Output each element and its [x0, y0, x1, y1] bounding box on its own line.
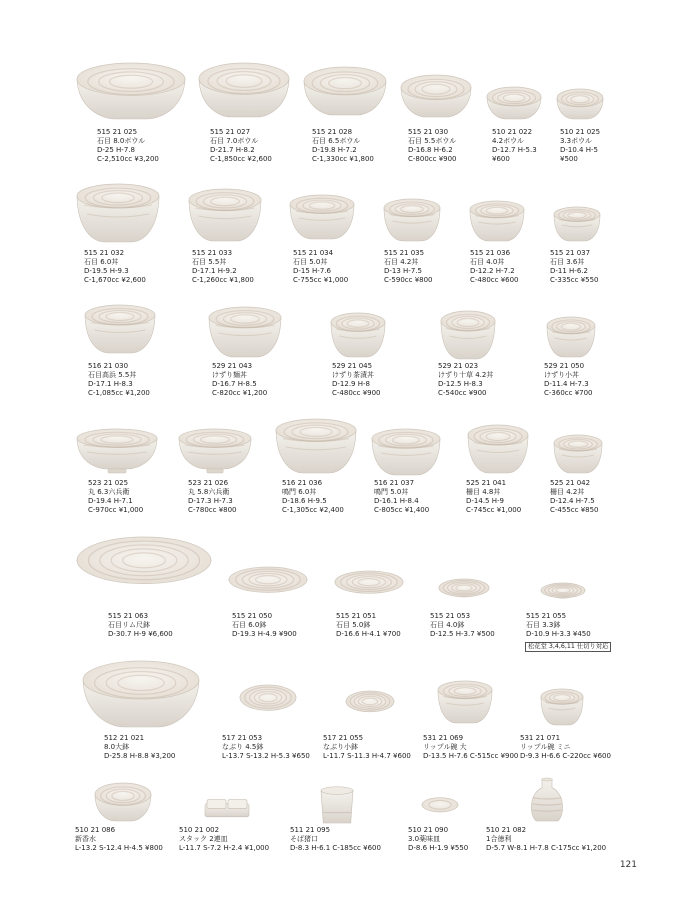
- product-caption: [179, 826, 269, 853]
- product-name: 柵目 4.8丼: [466, 488, 501, 496]
- product-code: 515 21 051: [336, 612, 377, 620]
- product-name: 石目 6.0丼: [84, 258, 119, 266]
- product-code: 516 21 037: [374, 479, 415, 487]
- product-caption: [438, 362, 493, 398]
- product-image: [486, 86, 542, 120]
- product-extra: C-970cc ¥1,000: [88, 506, 144, 514]
- product-dims: D-19.4 H-7.1: [88, 497, 133, 505]
- product-image: [76, 536, 212, 600]
- product-dims: D-8.6 H-1.9 ¥550: [408, 844, 469, 852]
- product-dims: D-25 H-7.8: [97, 146, 135, 154]
- product-extra: C-2,510cc ¥3,200: [97, 155, 159, 163]
- product-name: 石目 3.6丼: [550, 258, 585, 266]
- product-caption: [293, 249, 348, 285]
- product-image: [556, 88, 604, 120]
- product-image: [303, 66, 387, 116]
- product-caption: [75, 826, 163, 853]
- product-dims: D-11 H-6.2: [550, 267, 588, 275]
- product-dims: D-10.9 H-3.3 ¥450: [526, 630, 591, 638]
- product-extra: C-360cc ¥700: [544, 389, 593, 397]
- product-image: [553, 206, 601, 242]
- product-name: 石目 5.0丼: [293, 258, 328, 266]
- product-dims: D-17.1 H-9.2: [192, 267, 237, 275]
- product-name: 丸 6.3六兵衛: [88, 488, 130, 496]
- product-name: 4.2ボウル: [492, 137, 524, 145]
- product-code: 525 21 041: [466, 479, 507, 487]
- product-code: 510 21 002: [179, 826, 220, 834]
- product-image: [469, 200, 525, 242]
- product-dims: D-17.3 H-7.3: [188, 497, 233, 505]
- product-code: 510 21 025: [560, 128, 601, 136]
- product-code: 515 21 027: [210, 128, 251, 136]
- product-extra: C-1,330cc ¥1,800: [312, 155, 374, 163]
- product-dims: D-21.7 H-8.2: [210, 146, 255, 154]
- product-caption: [526, 612, 591, 639]
- product-name: けずり麺丼: [212, 371, 247, 379]
- product-name: 石目 4.2丼: [384, 258, 419, 266]
- product-image: [84, 304, 156, 354]
- product-code: 515 21 025: [97, 128, 138, 136]
- product-dims: D-19.3 H-4.9 ¥900: [232, 630, 297, 638]
- product-dims: D-12.5 H-8.3: [438, 380, 483, 388]
- product-name: けずり小丼: [544, 371, 579, 379]
- product-image: [204, 797, 250, 819]
- product-image: [421, 796, 459, 818]
- product-extra: C-1,305cc ¥2,400: [282, 506, 344, 514]
- product-name: 石目 6.0鉢: [232, 621, 267, 629]
- product-extra: C-755cc ¥1,000: [293, 276, 349, 284]
- compat-note: 松花堂 3,4,6,11 仕切り対応: [525, 642, 611, 652]
- product-code: 515 21 036: [470, 249, 511, 257]
- product-code: 515 21 032: [84, 249, 125, 257]
- product-name: 3.3ボウル: [560, 137, 592, 145]
- product-image: [289, 194, 355, 240]
- product-dims: D-5.7 W-8.1 H-7.8 C-175cc ¥1,200: [486, 844, 607, 852]
- product-dims: D-19.8 H-7.2: [312, 146, 357, 154]
- product-caption: [430, 612, 495, 639]
- product-extra: C-455cc ¥850: [550, 506, 599, 514]
- product-caption: [290, 826, 381, 853]
- product-caption: [470, 249, 519, 285]
- product-extra: C-1,850cc ¥2,600: [210, 155, 272, 163]
- product-dims: D-17.1 H-8.3: [88, 380, 133, 388]
- product-image: [467, 424, 529, 474]
- product-name: なぶり 4.5鉢: [222, 743, 264, 751]
- product-name: 8.0大鉢: [104, 743, 130, 751]
- product-dims: D-15 H-7.6: [293, 267, 331, 275]
- product-code: 515 21 053: [430, 612, 471, 620]
- product-caption: [550, 249, 599, 285]
- product-dims: D-9.3 H-6.6 C-220cc ¥600: [520, 752, 611, 760]
- product-name: 1合徳利: [486, 835, 512, 843]
- product-dims: D-13 H-7.5: [384, 267, 422, 275]
- product-image: [76, 183, 160, 243]
- product-extra: C-780cc ¥800: [188, 506, 237, 514]
- product-dims: D-18.6 H-9.5: [282, 497, 327, 505]
- product-caption: [210, 128, 272, 164]
- product-code: 523 21 026: [188, 479, 229, 487]
- product-code: 517 21 055: [323, 734, 364, 742]
- product-image: [383, 198, 441, 242]
- product-image: [228, 566, 308, 602]
- product-caption: [336, 612, 401, 639]
- product-name: 石目 5.0鉢: [336, 621, 371, 629]
- product-caption: [104, 734, 175, 761]
- product-dims: L-11.7 S-11.3 H-4.7 ¥600: [323, 752, 411, 760]
- product-image: [371, 428, 441, 476]
- product-name: けずり十草 4.2丼: [438, 371, 494, 379]
- product-image: [540, 688, 584, 726]
- product-dims: D-12.7 H-5.3: [492, 146, 537, 154]
- product-caption: [550, 479, 599, 515]
- product-image: [76, 428, 158, 474]
- product-caption: [222, 734, 310, 761]
- product-code: 515 21 063: [108, 612, 149, 620]
- product-name: 鳴門 5.0丼: [374, 488, 409, 496]
- product-code: 510 21 082: [486, 826, 527, 834]
- product-caption: [408, 128, 457, 164]
- product-dims: D-12.9 H-8: [332, 380, 370, 388]
- product-name: 新香水: [75, 835, 96, 843]
- product-name: リップル碗 大: [423, 743, 467, 751]
- product-dims: D-16.1 H-8.4: [374, 497, 419, 505]
- product-caption: [486, 826, 606, 853]
- product-code: 523 21 025: [88, 479, 129, 487]
- product-dims: D-11.4 H-7.3: [544, 380, 589, 388]
- product-code: 529 21 043: [212, 362, 253, 370]
- product-caption: [408, 826, 468, 853]
- product-extra: C-590cc ¥800: [384, 276, 433, 284]
- product-extra: ¥500: [560, 155, 578, 163]
- product-image: [82, 660, 200, 728]
- product-name: けずり茶漬丼: [332, 371, 374, 379]
- product-code: 515 21 055: [526, 612, 567, 620]
- product-image: [330, 312, 386, 358]
- product-caption: [88, 479, 143, 515]
- product-caption: [282, 479, 344, 515]
- product-image: [198, 62, 290, 118]
- product-extra: ¥600: [492, 155, 510, 163]
- product-image: [94, 782, 152, 822]
- product-name: 鳴門 6.0丼: [282, 488, 317, 496]
- product-extra: C-800cc ¥900: [408, 155, 457, 163]
- product-image: [76, 62, 186, 120]
- product-caption: [97, 128, 159, 164]
- product-image: [239, 684, 297, 720]
- product-extra: C-540cc ¥900: [438, 389, 487, 397]
- product-code: 512 21 021: [104, 734, 145, 742]
- product-name: 石目 4.0丼: [470, 258, 505, 266]
- product-extra: C-1,670cc ¥2,600: [84, 276, 146, 284]
- product-dims: D-16.6 H-4.1 ¥700: [336, 630, 401, 638]
- product-dims: D-16.7 H-8.5: [212, 380, 257, 388]
- product-dims: D-16.8 H-6.2: [408, 146, 453, 154]
- product-code: 529 21 023: [438, 362, 479, 370]
- product-image: [275, 418, 357, 474]
- product-image: [528, 778, 566, 822]
- product-extra: C-820cc ¥1,200: [212, 389, 268, 397]
- product-dims: D-19.5 H-9.3: [84, 267, 129, 275]
- product-extra: C-1,085cc ¥1,200: [88, 389, 150, 397]
- product-name: 石目高浜 5.5丼: [88, 371, 137, 379]
- product-code: 515 21 030: [408, 128, 449, 136]
- product-image: [319, 786, 355, 824]
- product-code: 515 21 034: [293, 249, 334, 257]
- product-code: 531 21 071: [520, 734, 561, 742]
- product-name: 石目 7.0ボウル: [210, 137, 259, 145]
- product-code: 517 21 053: [222, 734, 263, 742]
- product-caption: [560, 128, 600, 164]
- product-extra: C-480cc ¥900: [332, 389, 381, 397]
- product-caption: [520, 734, 611, 761]
- product-code: 515 21 033: [192, 249, 233, 257]
- product-image: [546, 316, 596, 358]
- product-code: 510 21 022: [492, 128, 533, 136]
- product-image: [553, 434, 603, 474]
- product-caption: [323, 734, 411, 761]
- product-code: 525 21 042: [550, 479, 591, 487]
- product-dims: D-12.4 H-7.5: [550, 497, 595, 505]
- product-name: 石目リム尺鉢: [108, 621, 150, 629]
- product-code: 531 21 069: [423, 734, 464, 742]
- product-image: [440, 310, 496, 360]
- product-name: 3.0薬味皿: [408, 835, 441, 843]
- product-code: 515 21 050: [232, 612, 273, 620]
- product-caption: [88, 362, 150, 398]
- product-image: [540, 582, 586, 604]
- product-caption: [212, 362, 267, 398]
- product-caption: [492, 128, 537, 164]
- product-name: 石目 5.5ボウル: [408, 137, 457, 145]
- product-image: [208, 306, 282, 358]
- product-code: 510 21 086: [75, 826, 116, 834]
- product-dims: D-25.8 H-8.8 ¥3,200: [104, 752, 176, 760]
- product-name: なぶり小鉢: [323, 743, 358, 751]
- product-image: [437, 680, 493, 724]
- product-caption: [232, 612, 297, 639]
- product-code: 529 21 050: [544, 362, 585, 370]
- product-dims: L-13.7 S-13.2 H-5.3 ¥650: [222, 752, 310, 760]
- product-code: 515 21 037: [550, 249, 591, 257]
- product-image: [334, 570, 404, 602]
- product-caption: [84, 249, 146, 285]
- product-dims: D-14.5 H-9: [466, 497, 504, 505]
- product-dims: D-8.3 H-6.1 C-185cc ¥600: [290, 844, 381, 852]
- product-image: [178, 428, 252, 474]
- product-caption: [108, 612, 173, 639]
- product-extra: C-745cc ¥1,000: [466, 506, 522, 514]
- product-name: 石目 6.5ボウル: [312, 137, 361, 145]
- product-image: [345, 690, 395, 720]
- product-code: 515 21 028: [312, 128, 353, 136]
- product-extra: C-335cc ¥550: [550, 276, 599, 284]
- product-extra: C-480cc ¥600: [470, 276, 519, 284]
- product-name: 柵目 4.2丼: [550, 488, 585, 496]
- page-number: 121: [619, 860, 637, 870]
- product-name: 石目 4.0鉢: [430, 621, 465, 629]
- product-caption: [466, 479, 521, 515]
- product-caption: [188, 479, 237, 515]
- product-dims: L-13.2 S-12.4 H-4.5 ¥800: [75, 844, 163, 852]
- product-code: 510 21 090: [408, 826, 449, 834]
- product-dims: D-12.2 H-7.2: [470, 267, 515, 275]
- product-caption: [544, 362, 593, 398]
- product-caption: [312, 128, 374, 164]
- product-code: 529 21 045: [332, 362, 373, 370]
- product-dims: D-30.7 H-9 ¥6,600: [108, 630, 173, 638]
- product-name: スタック 2連皿: [179, 835, 228, 843]
- product-name: 石目 3.3鉢: [526, 621, 561, 629]
- product-name: 丸 5.8六兵衛: [188, 488, 230, 496]
- product-caption: [374, 479, 429, 515]
- product-name: 石目 5.5丼: [192, 258, 227, 266]
- product-extra: C-805cc ¥1,400: [374, 506, 430, 514]
- product-code: 511 21 095: [290, 826, 331, 834]
- product-image: [188, 188, 262, 242]
- product-caption: [332, 362, 381, 398]
- product-name: 石目 8.0ボウル: [97, 137, 146, 145]
- product-dims: D-12.5 H-3.7 ¥500: [430, 630, 495, 638]
- product-dims: D-10.4 H-5: [560, 146, 598, 154]
- product-image: [438, 578, 490, 604]
- product-code: 516 21 036: [282, 479, 323, 487]
- product-dims: L-11.7 S-7.2 H-2.4 ¥1,000: [179, 844, 270, 852]
- product-caption: [192, 249, 254, 285]
- product-image: [400, 74, 472, 118]
- product-code: 516 21 030: [88, 362, 129, 370]
- product-name: リップル碗 ミニ: [520, 743, 571, 751]
- product-extra: C-1,260cc ¥1,800: [192, 276, 254, 284]
- product-caption: [384, 249, 433, 285]
- product-dims: D-13.5 H-7.6 C-515cc ¥900: [423, 752, 519, 760]
- product-code: 515 21 035: [384, 249, 425, 257]
- product-caption: [423, 734, 518, 761]
- product-name: そば猪口: [290, 835, 318, 843]
